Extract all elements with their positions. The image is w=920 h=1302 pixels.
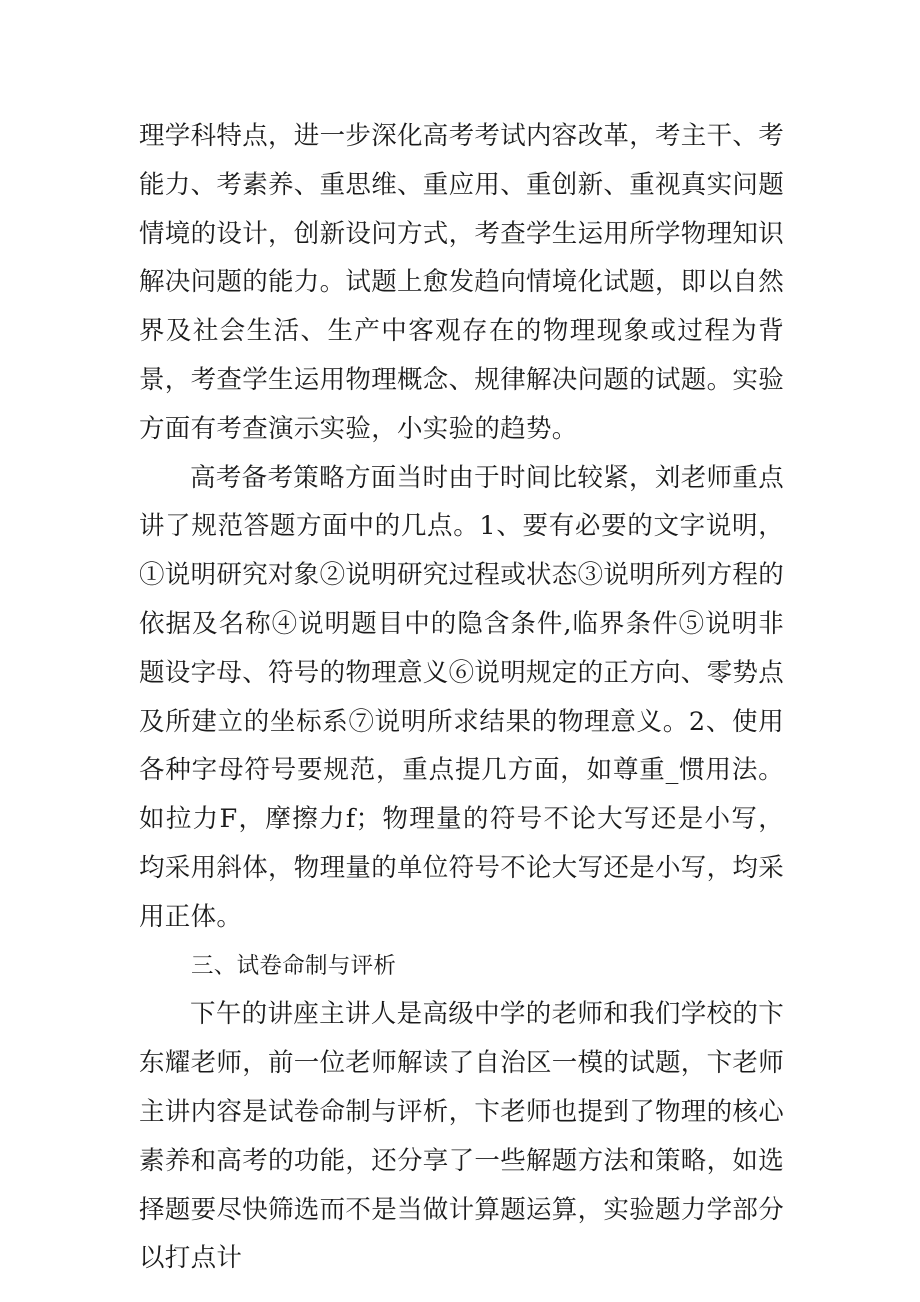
paragraph-continued: 理学科特点，进一步深化高考考试内容改革，考主干、考能力、考素养、重思维、重应用、重创新、重视真实问题情境的设计，创新设问方式，考查学生运用所学物理知识解决问题的能力。试题上愈发趋向情境化试题，即以自然界及社会生活、生产中客观存在的物理现象或过程为背景，考查学生运用物理概念、规律解决问题的试题。实验方面有考查演示实验，小实验的趋势。 — [139, 121, 785, 444]
paragraph-exam-strategy: 高考备考策略方面当时由于时间比较紧，刘老师重点讲了规范答题方面中的几点。1、要有必要的文字说明，①说明研究对象②说明研究过程或状态③说明所列方程的依据及名称④说明题目中的隐含条件,临界条件⑤说明非题设字母、符号的物理意义⑥说明规定的正方向、零势点及所建立的坐标系⑦说明所求结果的物理意义。2、使用各种字母符号要规范，重点提几方面，如尊重_惯用法。如拉力F，摩擦力f；物理量的符号不论大写还是小写，均采用斜体，物理量的单位符号不论大写还是小写，均采用正体。 — [139, 462, 785, 932]
paragraph-afternoon-lecture: 下午的讲座主讲人是高级中学的老师和我们学校的卞东耀老师，前一位老师解读了自治区一模的试题，卞老师主讲内容是试卷命制与评析，卞老师也提到了物理的核心素养和高考的功能，还分享了一些解题方法和策略，如选择题要尽快筛选而不是当做计算题运算，实验题力学部分以打点计 — [139, 999, 785, 1274]
section-heading: 三、试卷命制与评析 — [191, 952, 397, 979]
document-body — [139, 112, 784, 1283]
